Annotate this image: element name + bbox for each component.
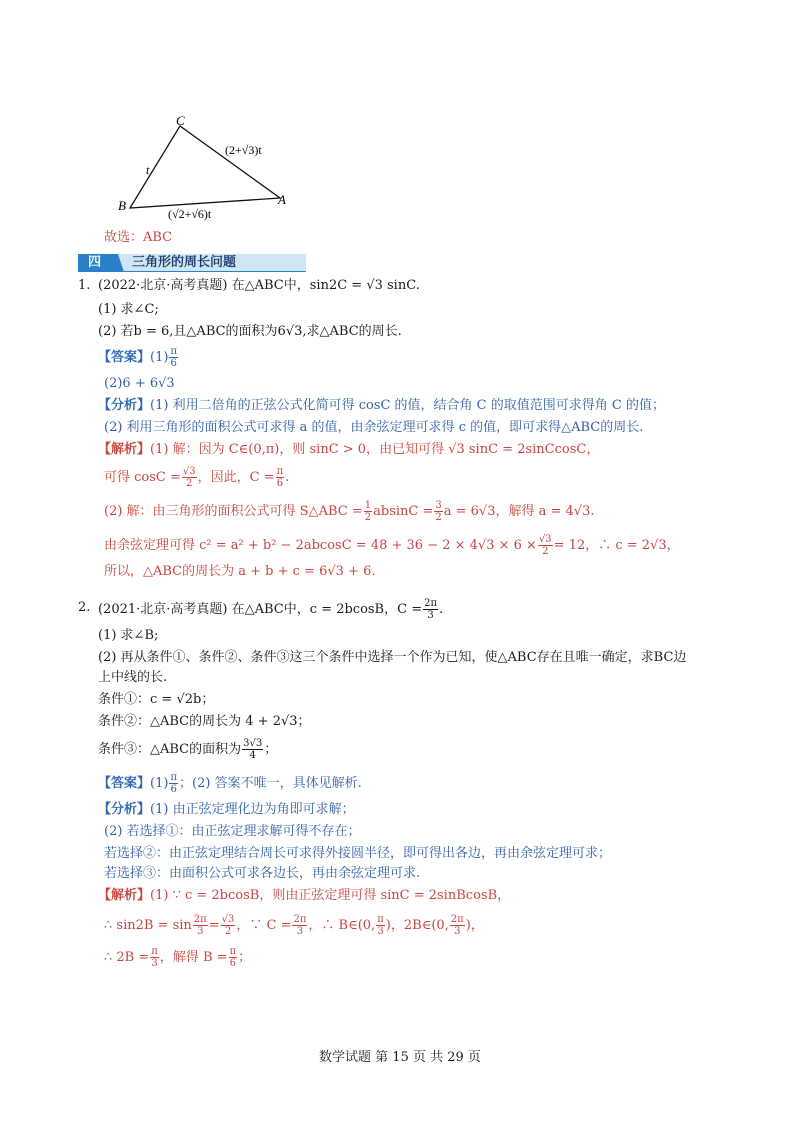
fraction-numerator: π xyxy=(151,946,158,957)
q1-solution-line4 xyxy=(104,534,680,557)
solution-text: ，因此，C = xyxy=(197,470,275,485)
vertex-b: B xyxy=(118,198,126,213)
fraction xyxy=(538,534,553,557)
q2-part2-line2: 上中线的长. xyxy=(98,670,168,685)
q2-condition1: 条件①：c = √2b； xyxy=(98,692,215,707)
q2-part1: (1) 求∠B; xyxy=(98,628,159,643)
page-footer: 数学试题 第 15 页 共 29 页 xyxy=(319,1050,481,1065)
solution-text: ，解得 B = xyxy=(159,950,228,965)
solution-text: 由余弦定理可得 c² = a² + b² − 2abcosC = 48 + 36 − 2 × 4√3 × 6 × xyxy=(104,538,537,553)
q2-source: (2021·北京·高考真题) 在△ABC中，c = 2bcosB，C = $\frac{2\pi}{3}$ . xyxy=(98,598,444,621)
q1-solution-line1 xyxy=(98,440,599,460)
fraction xyxy=(364,500,372,523)
triangle-figure xyxy=(110,112,310,224)
solution-text: (1) ∵ c = 2bcosB，则由正弦定理可得 sinC = 2sinBcosB， xyxy=(150,888,511,903)
solution-text: = xyxy=(208,918,220,933)
fraction-numerator: 2π xyxy=(193,914,207,925)
fraction-denominator: 3 xyxy=(377,926,384,937)
q2-analysis-line3: 若选择②：由正弦定理结合周长可求得外接圆半径，即可得出各边，再由余弦定理可求； xyxy=(104,846,612,861)
side-ba-label: (√2+√6)t xyxy=(168,207,212,221)
fraction-denominator: 6 xyxy=(170,358,177,369)
fraction xyxy=(242,738,263,761)
fraction-numerator: π xyxy=(170,346,178,357)
fraction-numerator: 3 xyxy=(435,500,442,511)
fraction-numerator: 2π xyxy=(293,914,307,925)
question-text: (2021·北京·高考真题) 在△ABC中，c = 2bcosB，C = xyxy=(98,602,423,617)
q1-part1: (1) 求∠C; xyxy=(98,302,159,317)
solution-text: ，∴ B∈(0, xyxy=(308,918,376,933)
fraction-denominator: 6 xyxy=(229,958,237,969)
solution-text: a = 6√3，解得 a = 4√3. xyxy=(443,504,595,519)
fraction-numerator: π xyxy=(377,914,384,925)
fraction xyxy=(376,914,385,937)
fraction-numerator: √3 xyxy=(538,534,552,545)
fraction xyxy=(229,946,238,969)
fraction-denominator: 3 xyxy=(296,926,304,937)
answer-part1-fraction xyxy=(169,346,178,369)
side-bc-label: t xyxy=(146,163,150,177)
q2-solution-line3 xyxy=(104,946,251,969)
fraction-denominator: 3 xyxy=(197,926,204,937)
fraction xyxy=(221,914,236,937)
solution-text: ∴ sin2B = sin xyxy=(104,918,192,933)
q2-solution-line1 xyxy=(98,886,510,906)
fraction-numerator: 1 xyxy=(364,500,372,511)
q2-part2-line1: (2) 再从条件①、条件②、条件③这三个条件中选择一个作为已知，使△ABC存在且唯一确定，求BC边 xyxy=(98,650,687,665)
section-number: 四 xyxy=(88,255,102,270)
answer-tag: 【答案】 xyxy=(98,776,151,791)
solution-text: = 12，∴ c = 2√3， xyxy=(553,538,680,553)
fraction-numerator: π xyxy=(229,946,237,957)
answer-tag: 【答案】 xyxy=(98,350,151,365)
solution-text: (1) 解：因为 C∈(0,π)，则 sinC > 0，由已知可得 √3 sinC = 2sinCcosC， xyxy=(150,442,600,457)
q2-number: 2. xyxy=(78,600,91,615)
section-title: 三角形的周长问题 xyxy=(132,255,237,270)
fraction-numerator: 2π xyxy=(424,598,438,609)
q2-condition3 xyxy=(98,738,277,761)
section-banner xyxy=(78,254,306,272)
side-ca-label: (2+√3)t xyxy=(225,143,262,157)
fraction-numerator: 3√3 xyxy=(243,738,263,749)
solution-text: (2) 解：由三角形的面积公式可得 S△ABC = xyxy=(104,504,363,519)
q1-source: (2022·北京·高考真题) 在△ABC中，sin2C = √3 sinC. xyxy=(98,278,420,293)
q1-solution-line5: 所以，△ABC的周长为 a + b + c = 6√3 + 6. xyxy=(104,564,376,579)
fraction-denominator: 6 xyxy=(276,478,284,489)
fraction-denominator: 2 xyxy=(186,478,193,489)
solution-tag: 【解析】 xyxy=(98,888,151,903)
condition-text: ； xyxy=(264,742,278,757)
answer-prefix: (1) xyxy=(150,776,169,791)
q1-part2: (2) 若b = 6,且△ABC的面积为6√3,求△ABC的周长. xyxy=(98,324,402,339)
fraction xyxy=(434,500,442,523)
answer-part1-prefix: (1) xyxy=(150,350,169,365)
vertex-a: A xyxy=(278,192,286,207)
q1-answer-line2: (2)6 + 6√3 xyxy=(104,376,175,391)
fraction xyxy=(450,914,465,937)
analysis-text: (1) 利用二倍角的正弦公式化简可得 cosC 的值，结合角 C 的取值范围可求得角 C 的值； xyxy=(150,398,665,413)
q1-analysis-line2: (2) 利用三角形的面积公式可求得 a 的值，由余弦定理可求得 c 的值，即可求得△ABC的周长. xyxy=(104,420,644,435)
q1-answer-line1 xyxy=(98,346,179,369)
q2-answer xyxy=(98,772,362,795)
fraction xyxy=(423,598,438,621)
fraction-denominator: 2 xyxy=(224,926,232,937)
q1-solution-line3 xyxy=(104,500,594,523)
solution-text: ∴ 2B = xyxy=(104,950,150,965)
q2-analysis-line4: 若选择③：由面积公式可求各边长，再由余弦定理可求. xyxy=(104,866,421,881)
answer-text: ；(2) 答案不唯一，具体见解析. xyxy=(179,776,362,791)
q2-analysis-line2: (2) 若选择①：由正弦定理求解可得不存在； xyxy=(104,824,361,839)
fraction-denominator: 6 xyxy=(170,784,177,795)
analysis-tag: 【分析】 xyxy=(98,802,151,817)
previous-answer: 故选：ABC xyxy=(104,230,173,245)
q1-solution-line2: 可得 cosC = $\frac{√3}{2}$ ，因此，C = $\frac{\pi}{6}$ . xyxy=(104,466,290,489)
solution-text: ，∵ C = xyxy=(236,918,292,933)
fraction-denominator: 2 xyxy=(364,512,372,523)
solution-text: absinC = xyxy=(373,504,434,519)
analysis-tag: 【分析】 xyxy=(98,398,151,413)
fraction-numerator: √3 xyxy=(221,914,235,925)
solution-text: )， xyxy=(465,918,484,933)
fraction-numerator: 2π xyxy=(450,914,464,925)
vertex-c: C xyxy=(176,113,185,128)
solution-text: 可得 cosC = xyxy=(104,470,181,485)
fraction xyxy=(193,914,208,937)
fraction-denominator: 2 xyxy=(435,512,442,523)
fraction-denominator: 2 xyxy=(542,546,549,557)
fraction xyxy=(276,466,285,489)
solution-text: ； xyxy=(238,950,252,965)
q1-number: 1. xyxy=(78,278,91,293)
fraction xyxy=(182,466,197,489)
fraction-numerator: π xyxy=(276,466,284,477)
solution-tag: 【解析】 xyxy=(98,442,151,457)
analysis-text: (1) 由正弦定理化边为角即可求解； xyxy=(150,802,355,817)
fraction-denominator: 3 xyxy=(454,926,461,937)
fraction-denominator: 4 xyxy=(249,750,256,761)
q2-condition2: 条件②：△ABC的周长为 4 + 2√3； xyxy=(98,714,311,729)
fraction xyxy=(169,772,178,795)
solution-text: )，2B∈(0, xyxy=(385,918,449,933)
fraction-denominator: 3 xyxy=(151,958,158,969)
triangle-shape xyxy=(130,126,280,208)
condition-text: 条件③：△ABC的面积为 xyxy=(98,742,242,757)
fraction xyxy=(292,914,307,937)
q2-solution-line2 xyxy=(104,914,484,937)
fraction-numerator: √3 xyxy=(182,466,196,477)
fraction xyxy=(150,946,159,969)
fraction-numerator: π xyxy=(170,772,178,783)
q1-analysis-line1 xyxy=(98,396,665,416)
fraction-denominator: 3 xyxy=(427,610,434,621)
q2-analysis-line1 xyxy=(98,800,355,820)
